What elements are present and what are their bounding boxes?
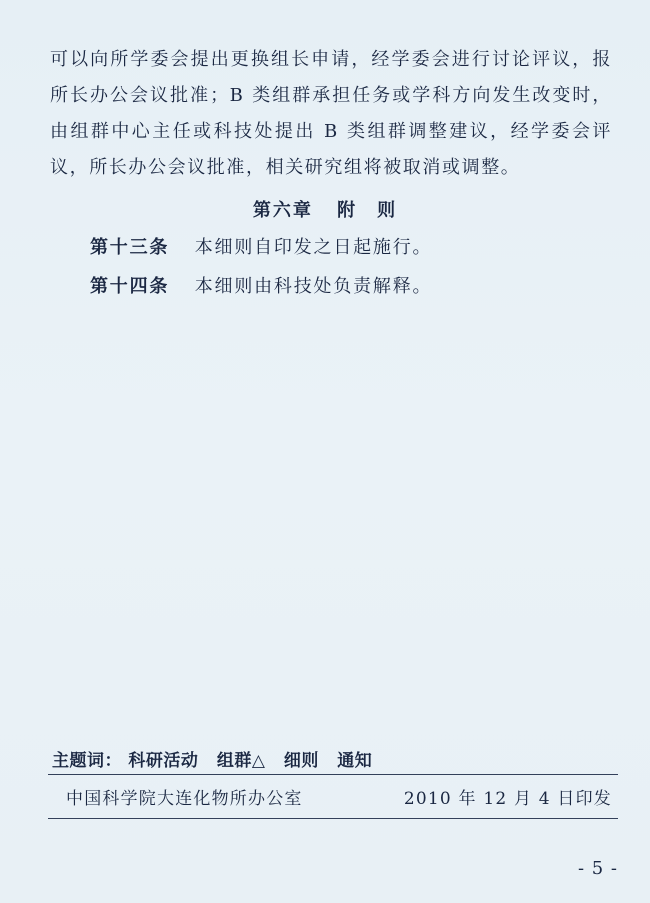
chapter-title: 附 则 <box>337 200 398 221</box>
article-text: 本细则自印发之日起施行。 <box>194 237 433 258</box>
subject-keywords <box>52 746 384 771</box>
keyword: 科研活动 <box>128 751 199 771</box>
subject-label: 主题词： <box>52 751 122 771</box>
keyword: 细则 <box>283 751 319 771</box>
chapter-number: 第六章 <box>252 200 313 221</box>
issuer-line <box>66 784 612 809</box>
body-paragraph: 可以向所学委会提出更换组长申请，经学委会进行讨论评议，报所长办公会议批准；B 类组群承担任务或学科方向发生改变时，由组群中心主任或科技处提出 B 类组群调整建议，经学委会评议，所长办公会议批准，相关研究组将被取消或调整。 <box>50 49 612 178</box>
chapter-heading <box>0 196 650 222</box>
issue-date: 2010 年 12 月 4 日印发 <box>403 789 612 809</box>
issuer: 中国科学院大连化物所办公室 <box>66 789 303 809</box>
keyword: 通知 <box>337 751 373 771</box>
divider-top <box>48 774 618 775</box>
article-text: 本细则由科技处负责解释。 <box>194 276 433 297</box>
keyword: 组群△ <box>216 751 266 771</box>
article-number: 第十三条 <box>90 237 170 258</box>
article-number: 第十四条 <box>90 276 170 297</box>
page-number: - 5 - <box>577 858 618 879</box>
article-14 <box>90 275 432 299</box>
article-13 <box>90 236 432 260</box>
divider-bottom <box>48 818 618 819</box>
